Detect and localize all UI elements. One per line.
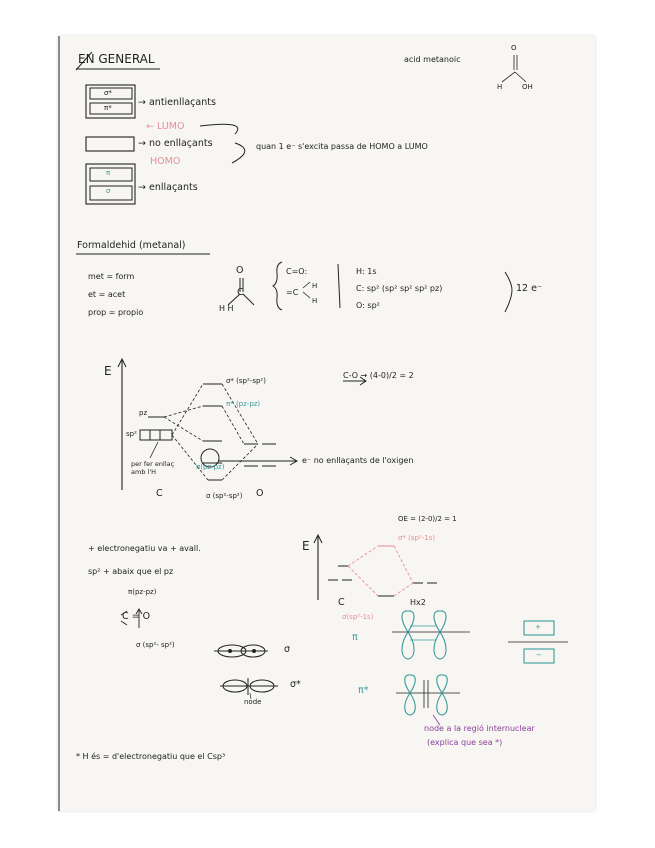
d2-node-note-2: (explica que sea *) — [427, 738, 503, 747]
excitation-note: quan 1 e⁻ s'excita passa de HOMO a LUMO — [256, 142, 428, 151]
d1-atom-c: C — [156, 488, 163, 499]
note-electronegative: + electronegatiu va + avall. — [88, 544, 201, 553]
d1-sigma-bottom: σ (sp²-sp²) — [206, 492, 243, 500]
lumo-label: ← LUMO — [146, 121, 185, 132]
box-sigma: σ — [106, 187, 111, 195]
d2-atom-h: Hx2 — [410, 598, 426, 607]
d2-pi-star: π* — [358, 685, 369, 696]
d2-pi: π — [352, 632, 358, 643]
footnote-electronegativity: * H és = d'electronegatiu que el Csp³ — [76, 752, 226, 761]
resonance-h1: H — [312, 282, 318, 290]
phase-minus: − — [536, 651, 542, 659]
d1-pi-star: π* (pz-pz) — [226, 400, 261, 408]
d2-atom-c: C — [338, 597, 345, 608]
note-pi-pz: π(pz-pz) — [128, 588, 157, 596]
hybrid-h: H: 1s — [356, 267, 377, 276]
resonance-h2: H — [312, 297, 318, 305]
acid-label: acid metanoic — [404, 55, 461, 64]
acid-atom-o: O — [511, 44, 517, 52]
d1-pz: pz — [139, 409, 148, 417]
lewis-o: O — [236, 265, 244, 276]
formaldehyde-title: Formaldehid (metanal) — [77, 240, 186, 251]
antibonding-label: → antienllaçants — [138, 97, 216, 108]
box-pi: π — [106, 169, 111, 177]
note-sigma-sp: σ (sp²- sp²) — [136, 641, 175, 649]
total-electrons: 12 e⁻ — [516, 283, 542, 294]
page-header: EN GENERAL — [78, 52, 155, 66]
d1-nonbonding-note: e⁻ no enllaçants de l'oxigen — [302, 456, 414, 465]
resonance-1: C=O: — [286, 267, 308, 276]
diagram1-energy-axis: E — [104, 364, 112, 378]
lewis-h: H H — [219, 304, 234, 313]
hybrid-o: O: sp² — [356, 301, 380, 310]
box-sigma-star: σ* — [104, 89, 112, 97]
prefix-prop: prop = propio — [88, 308, 144, 317]
d1-bond-order: C-O → (4-0)/2 = 2 — [343, 371, 414, 380]
hybrid-c: C: sp² (sp² sp² sp² pz) — [356, 284, 443, 293]
d2-sigma-bottom: σ(sp²-1s) — [342, 613, 374, 621]
acid-atom-oh: OH — [522, 83, 533, 91]
acid-atom-h: H — [497, 83, 503, 91]
prefix-et: et = acet — [88, 290, 126, 299]
note-co-bond: C = O — [122, 611, 151, 622]
resonance-2: =C — [286, 288, 299, 297]
d2-node-note-1: node a la regió internuclear — [424, 724, 535, 733]
homo-label: HOMO — [150, 156, 181, 167]
phase-plus: + — [535, 623, 541, 631]
d2-sigma-star: σ* (sp²-1s) — [398, 534, 436, 542]
d1-atom-o: O — [256, 488, 264, 499]
d1-sp2: sp² — [126, 430, 137, 438]
d2-bond-order: OE = (2-0)/2 = 1 — [398, 515, 457, 523]
lewis-c: C — [237, 287, 244, 298]
box-pi-star: π* — [104, 104, 112, 112]
d1-ch-note: per fer enllaç amb l'H — [131, 460, 175, 477]
note-sp2-below: sp² + abaix que el pz — [88, 567, 174, 576]
note-node: node — [244, 698, 262, 706]
note-sigma-star-symbol: σ* — [290, 679, 301, 690]
note-sigma-symbol: σ — [284, 644, 291, 655]
prefix-met: met = form — [88, 272, 135, 281]
d1-sigma-star: σ* (sp²-sp²) — [226, 377, 266, 385]
nonbonding-label: → no enllaçants — [138, 138, 213, 149]
bonding-label: → enllaçants — [138, 182, 198, 193]
diagram2-energy-axis: E — [302, 539, 310, 553]
d1-pi-label: π(pz-pz) — [196, 463, 225, 471]
